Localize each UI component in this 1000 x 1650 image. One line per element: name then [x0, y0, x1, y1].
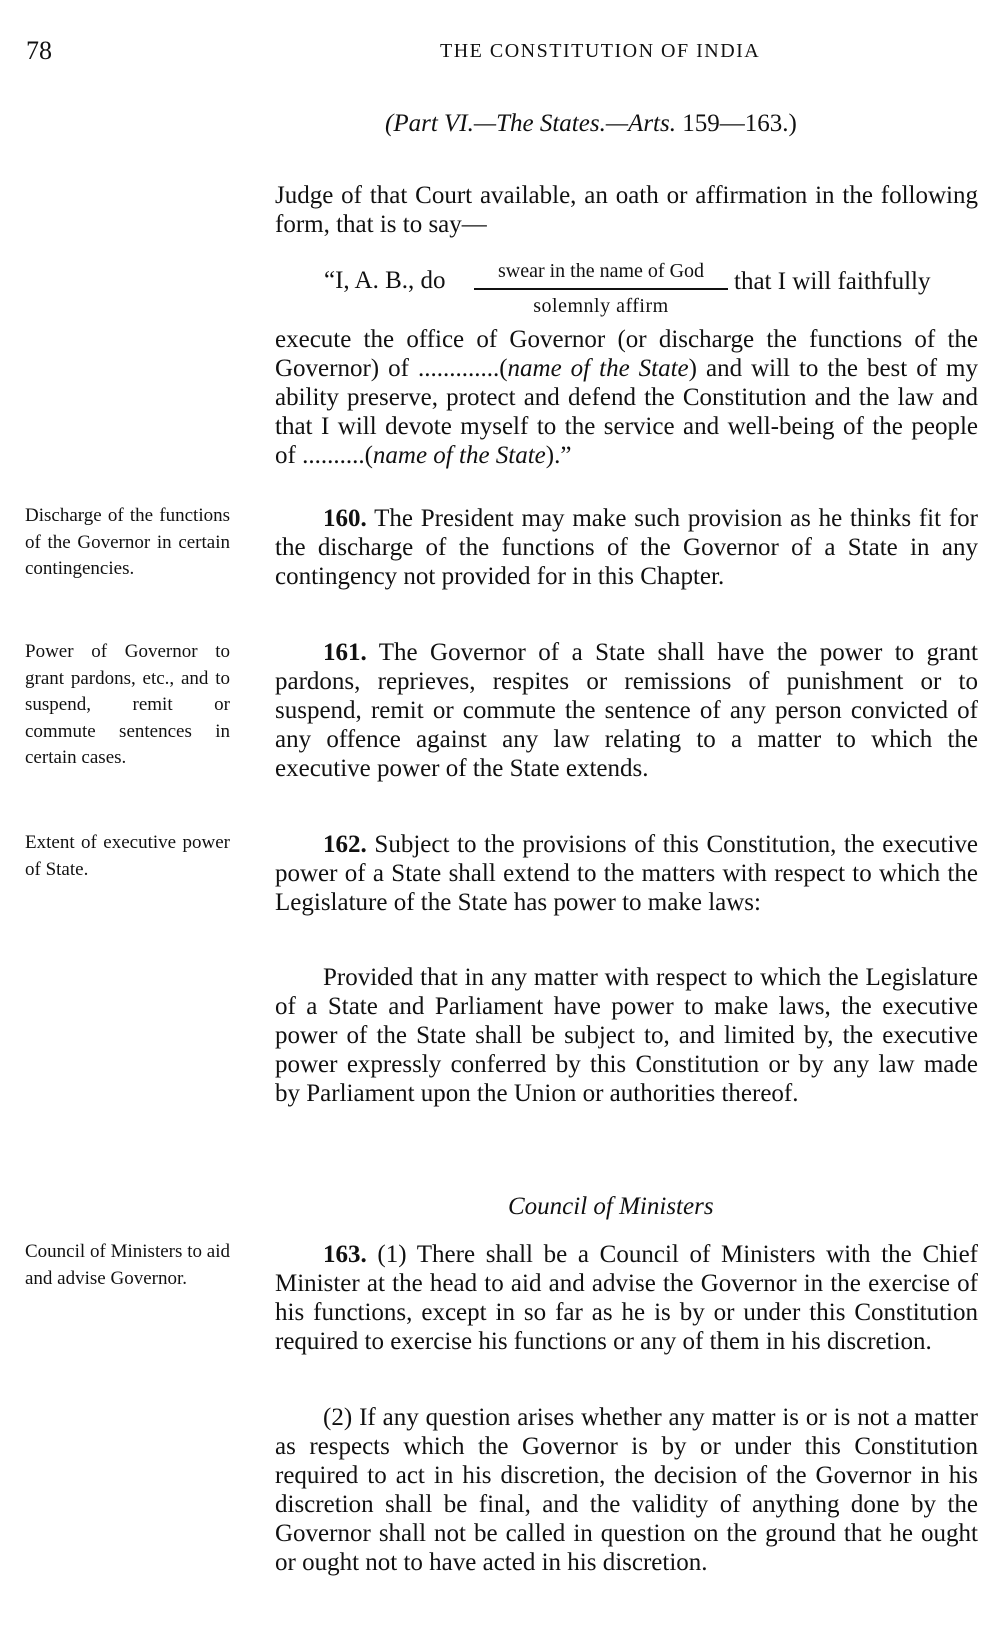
marginal-note-162: Extent of executive power of State. [25, 832, 230, 880]
oath-state-name-2: name of the State [372, 442, 546, 469]
article-162-proviso: Provided that in any matter with respect to which the Legislature of a State and Parliament have power to make laws, the executive power of the State shall be subject to, and limited by, the executive power expressly conferred by this Constitution or by any law made by Parliament upon the Union or authorities thereof. [275, 964, 978, 1107]
clause-text: (1) There shall be a Council of Ministers with the Chief Minister at the head to aid and advise the Governor in the exercise of his functions, except in so far as he is by or under this Constitution required to exercise his functions or any of them in his discretion. [275, 1241, 978, 1355]
marginal-note-163: Council of Ministers to aid and advise Governor. [25, 1241, 230, 1289]
part-heading-range: 159—163.) [682, 110, 797, 137]
article-163-clause-2: (2) If any question arises whether any matter is or is not a matter as respects which the Governor is by or under this Constitution required to act in his discretion, the decision of the Governor in his discretion shall be final, and the validity of anything done by the Governor shall not be called in question on the ground that he ought or ought not to have acted in his discretion. [275, 1404, 978, 1576]
article-number: 162. [323, 831, 367, 858]
oath-continuation [275, 325, 978, 470]
article-text: Subject to the provisions of this Constitution, the executive power of a State shall extend to the matters with respect to which the Legislature of the State has power to make laws: [275, 831, 978, 916]
article-number: 160. [323, 505, 367, 532]
article-163-clause-1 [275, 1240, 978, 1356]
article-number: 163. [323, 1241, 367, 1268]
article-160 [275, 504, 978, 591]
oath-swear-option: swear in the name of God [497, 260, 705, 282]
oath-state-name-1: name of the State [507, 355, 689, 382]
section-heading: Council of Ministers [508, 1193, 714, 1220]
oath-affirm-option: solemnly affirm [533, 295, 669, 317]
article-number: 161. [323, 639, 367, 666]
oath-divider [474, 288, 728, 290]
oath-prefix: “I, A. B., do [324, 267, 446, 294]
oath-suffix: that I will faithfully [734, 268, 931, 295]
oath-formula [324, 254, 978, 324]
marginal-note-161: Power of Governor to grant pardons, etc., and to suspend, remit or commute sentences in certain cases. [25, 641, 230, 768]
oath-text-1: execute the office of Governor (or discharge the functions of the Governor) of .............( [275, 326, 978, 382]
oath-intro: Judge of that Court available, an oath or affirmation in the following form, that is to say— [275, 182, 978, 238]
oath-close: ).” [545, 442, 572, 469]
page-number: 78 [26, 36, 52, 65]
article-162 [275, 830, 978, 917]
part-heading-italic: (Part VI.—The States.—Arts. [385, 110, 676, 137]
article-161 [275, 638, 978, 783]
article-text: The President may make such provision as he thinks fit for the discharge of the functions of the Governor of a State in any contingency not provided for in this Chapter. [275, 505, 978, 590]
running-title: THE CONSTITUTION OF INDIA [440, 40, 761, 62]
marginal-note-160: Discharge of the functions of the Governor in certain contingencies. [25, 505, 230, 579]
part-heading [385, 110, 797, 138]
oath-text-2: ) and will to the best of my ability preserve, protect and defend the Constitution and the law and that I will devote myself to the service and well-being of the people of ..........( [275, 355, 978, 469]
article-text: The Governor of a State shall have the power to grant pardons, reprieves, respites or remissions of punishment or to suspend, remit or commute the sentence of any person convicted of any offence against any law relating to a matter to which the executive power of the State extends. [275, 639, 978, 782]
